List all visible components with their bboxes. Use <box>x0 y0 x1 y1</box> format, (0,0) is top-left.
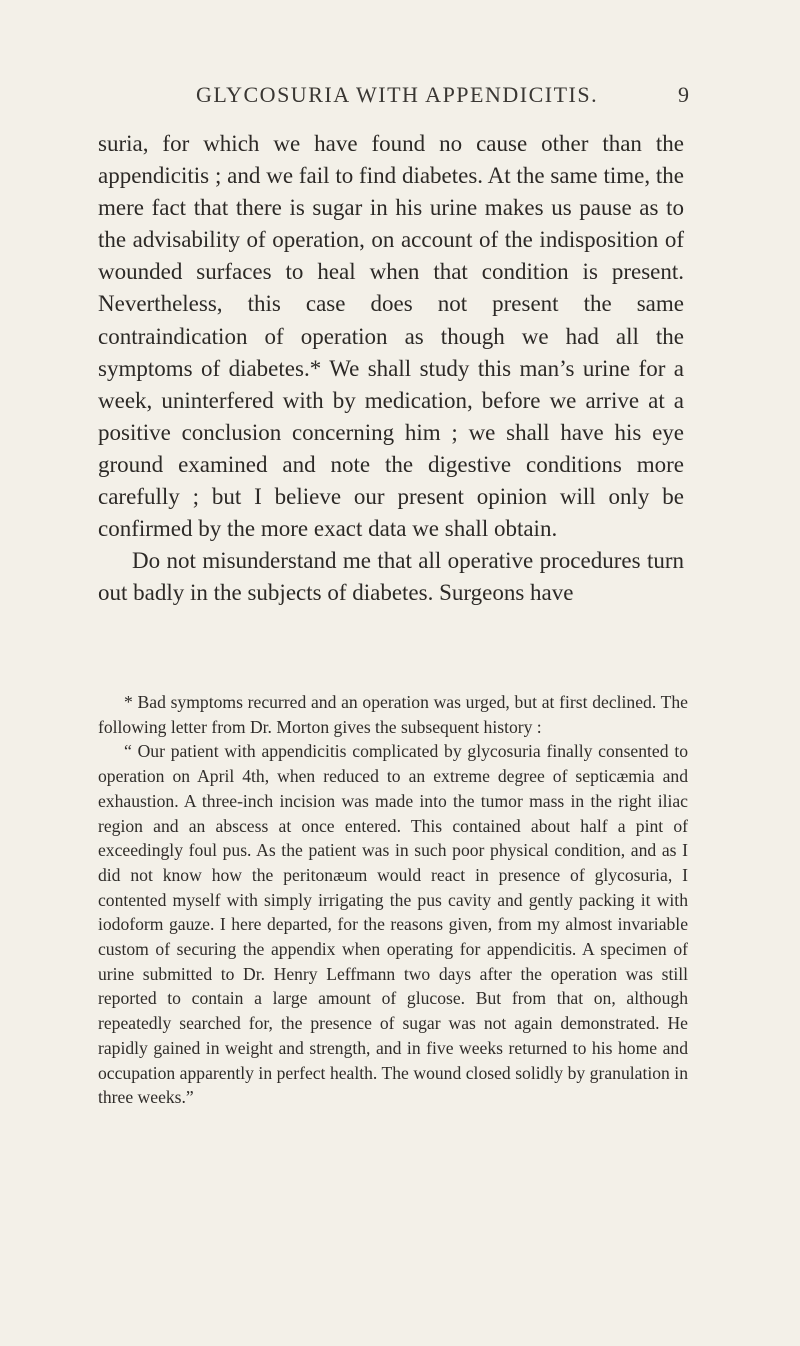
footnote <box>98 690 688 1110</box>
page-number: 9 <box>678 82 689 107</box>
footnote-paragraph: “ Our patient with appendicitis complicated by glycosuria finally consented to operation on April 4th, when reduced to an extreme degree of septicæmia and exhaustion. A three-inch incision was made into the tumor mass in the right iliac region and an abscess at once entered. This contained about half a pint of exceedingly foul pus. As the patient was in such poor physical condition, and as I did not know how the peritonæum would react in presence of glycosuria, I contented myself with simply irrigating the pus cavity and gently packing it with iodoform gauze. I here departed, for the reasons given, from my almost invariable custom of securing the appendix when operating for appendicitis. A specimen of urine submitted to Dr. Henry Leffmann two days after the operation was still reported to contain a large amount of glucose. But from that on, although repeatedly searched for, the presence of sugar was not again demonstrated. He rapidly gained in weight and strength, and in five weeks returned to his home and occupation apparently in perfect health. The wound closed solidly by granulation in three weeks.” <box>98 741 688 1108</box>
body-paragraph: Do not misunderstand me that all operative procedures turn out badly in the subjects of diabetes. Surgeons have <box>98 548 684 606</box>
body-text <box>98 128 684 609</box>
running-title: GLYCOSURIA WITH APPENDICITIS. <box>196 82 599 107</box>
body-paragraph: suria, for which we have found no cause other than the appendicitis ; and we fail to find diabetes. At the same time, the mere fact that there is sugar in his urine makes us pause as to the advisability of operation, on account of the indisposition of wounded surfaces to heal when that condition is present. Nevertheless, this case does not present the same contraindication of operation as though we had all the symptoms of diabetes.* We shall study this man’s urine for a week, uninterfered with by medication, before we arrive at a positive conclusion concerning him ; we shall have his eye ground examined and note the digestive conditions more carefully ; but I believe our present opinion will only be confirmed by the more exact data we shall obtain. <box>98 131 684 542</box>
footnote-paragraph: * Bad symptoms recurred and an operation was urged, but at first declined. The following letter from Dr. Morton gives the subsequent history : <box>98 692 688 737</box>
running-head <box>0 82 800 114</box>
